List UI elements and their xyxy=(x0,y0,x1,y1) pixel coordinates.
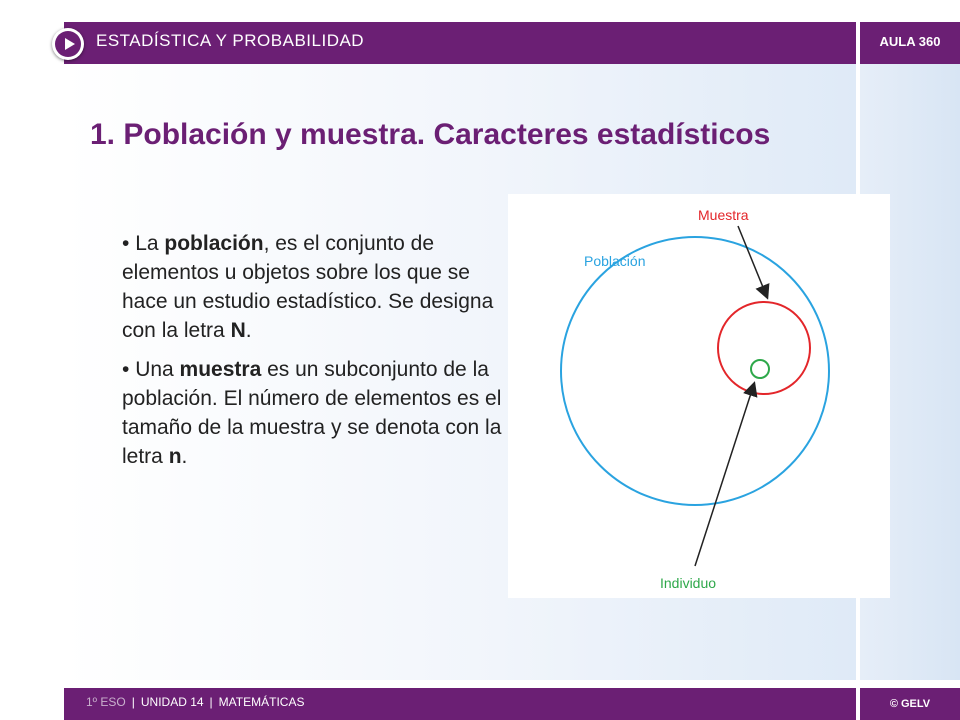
individual-arrow xyxy=(695,384,754,566)
footer-unit: UNIDAD 14 xyxy=(140,695,204,709)
bullet-poblacion: • La población, es el conjunto de elementos u objetos sobre los que se hace un estudio estadístico. Se designa con la letra N. xyxy=(122,232,494,342)
left-margin xyxy=(0,0,64,720)
play-button[interactable] xyxy=(52,28,84,60)
footer-course: 1º ESO xyxy=(86,695,126,709)
footer-info: 1º ESO | UNIDAD 14 | MATEMÁTICAS xyxy=(86,695,305,709)
population-circle xyxy=(561,237,829,505)
slide-body xyxy=(122,229,512,481)
sample-label: Muestra xyxy=(698,207,749,223)
diagram-svg xyxy=(508,194,890,598)
slide-title: 1. Población y muestra. Caracteres estadísticos xyxy=(90,118,771,151)
sample-arrow xyxy=(738,226,767,297)
population-label: Población xyxy=(584,253,646,269)
population-sample-diagram xyxy=(508,194,890,598)
individual-circle xyxy=(751,360,769,378)
individual-label: Individuo xyxy=(660,575,717,591)
bullet-muestra: • Una muestra es un subconjunto de la población. El número de elementos es el tamaño de la muestra y se denota con la letra n. xyxy=(122,358,502,468)
brand-label: AULA 360 xyxy=(879,34,941,49)
copyright: © GELV xyxy=(889,698,931,710)
section-title: ESTADÍSTICA Y PROBABILIDAD xyxy=(96,31,365,50)
play-icon xyxy=(55,31,81,57)
footer-subject: MATEMÁTICAS xyxy=(218,695,305,709)
sample-circle xyxy=(718,302,810,394)
